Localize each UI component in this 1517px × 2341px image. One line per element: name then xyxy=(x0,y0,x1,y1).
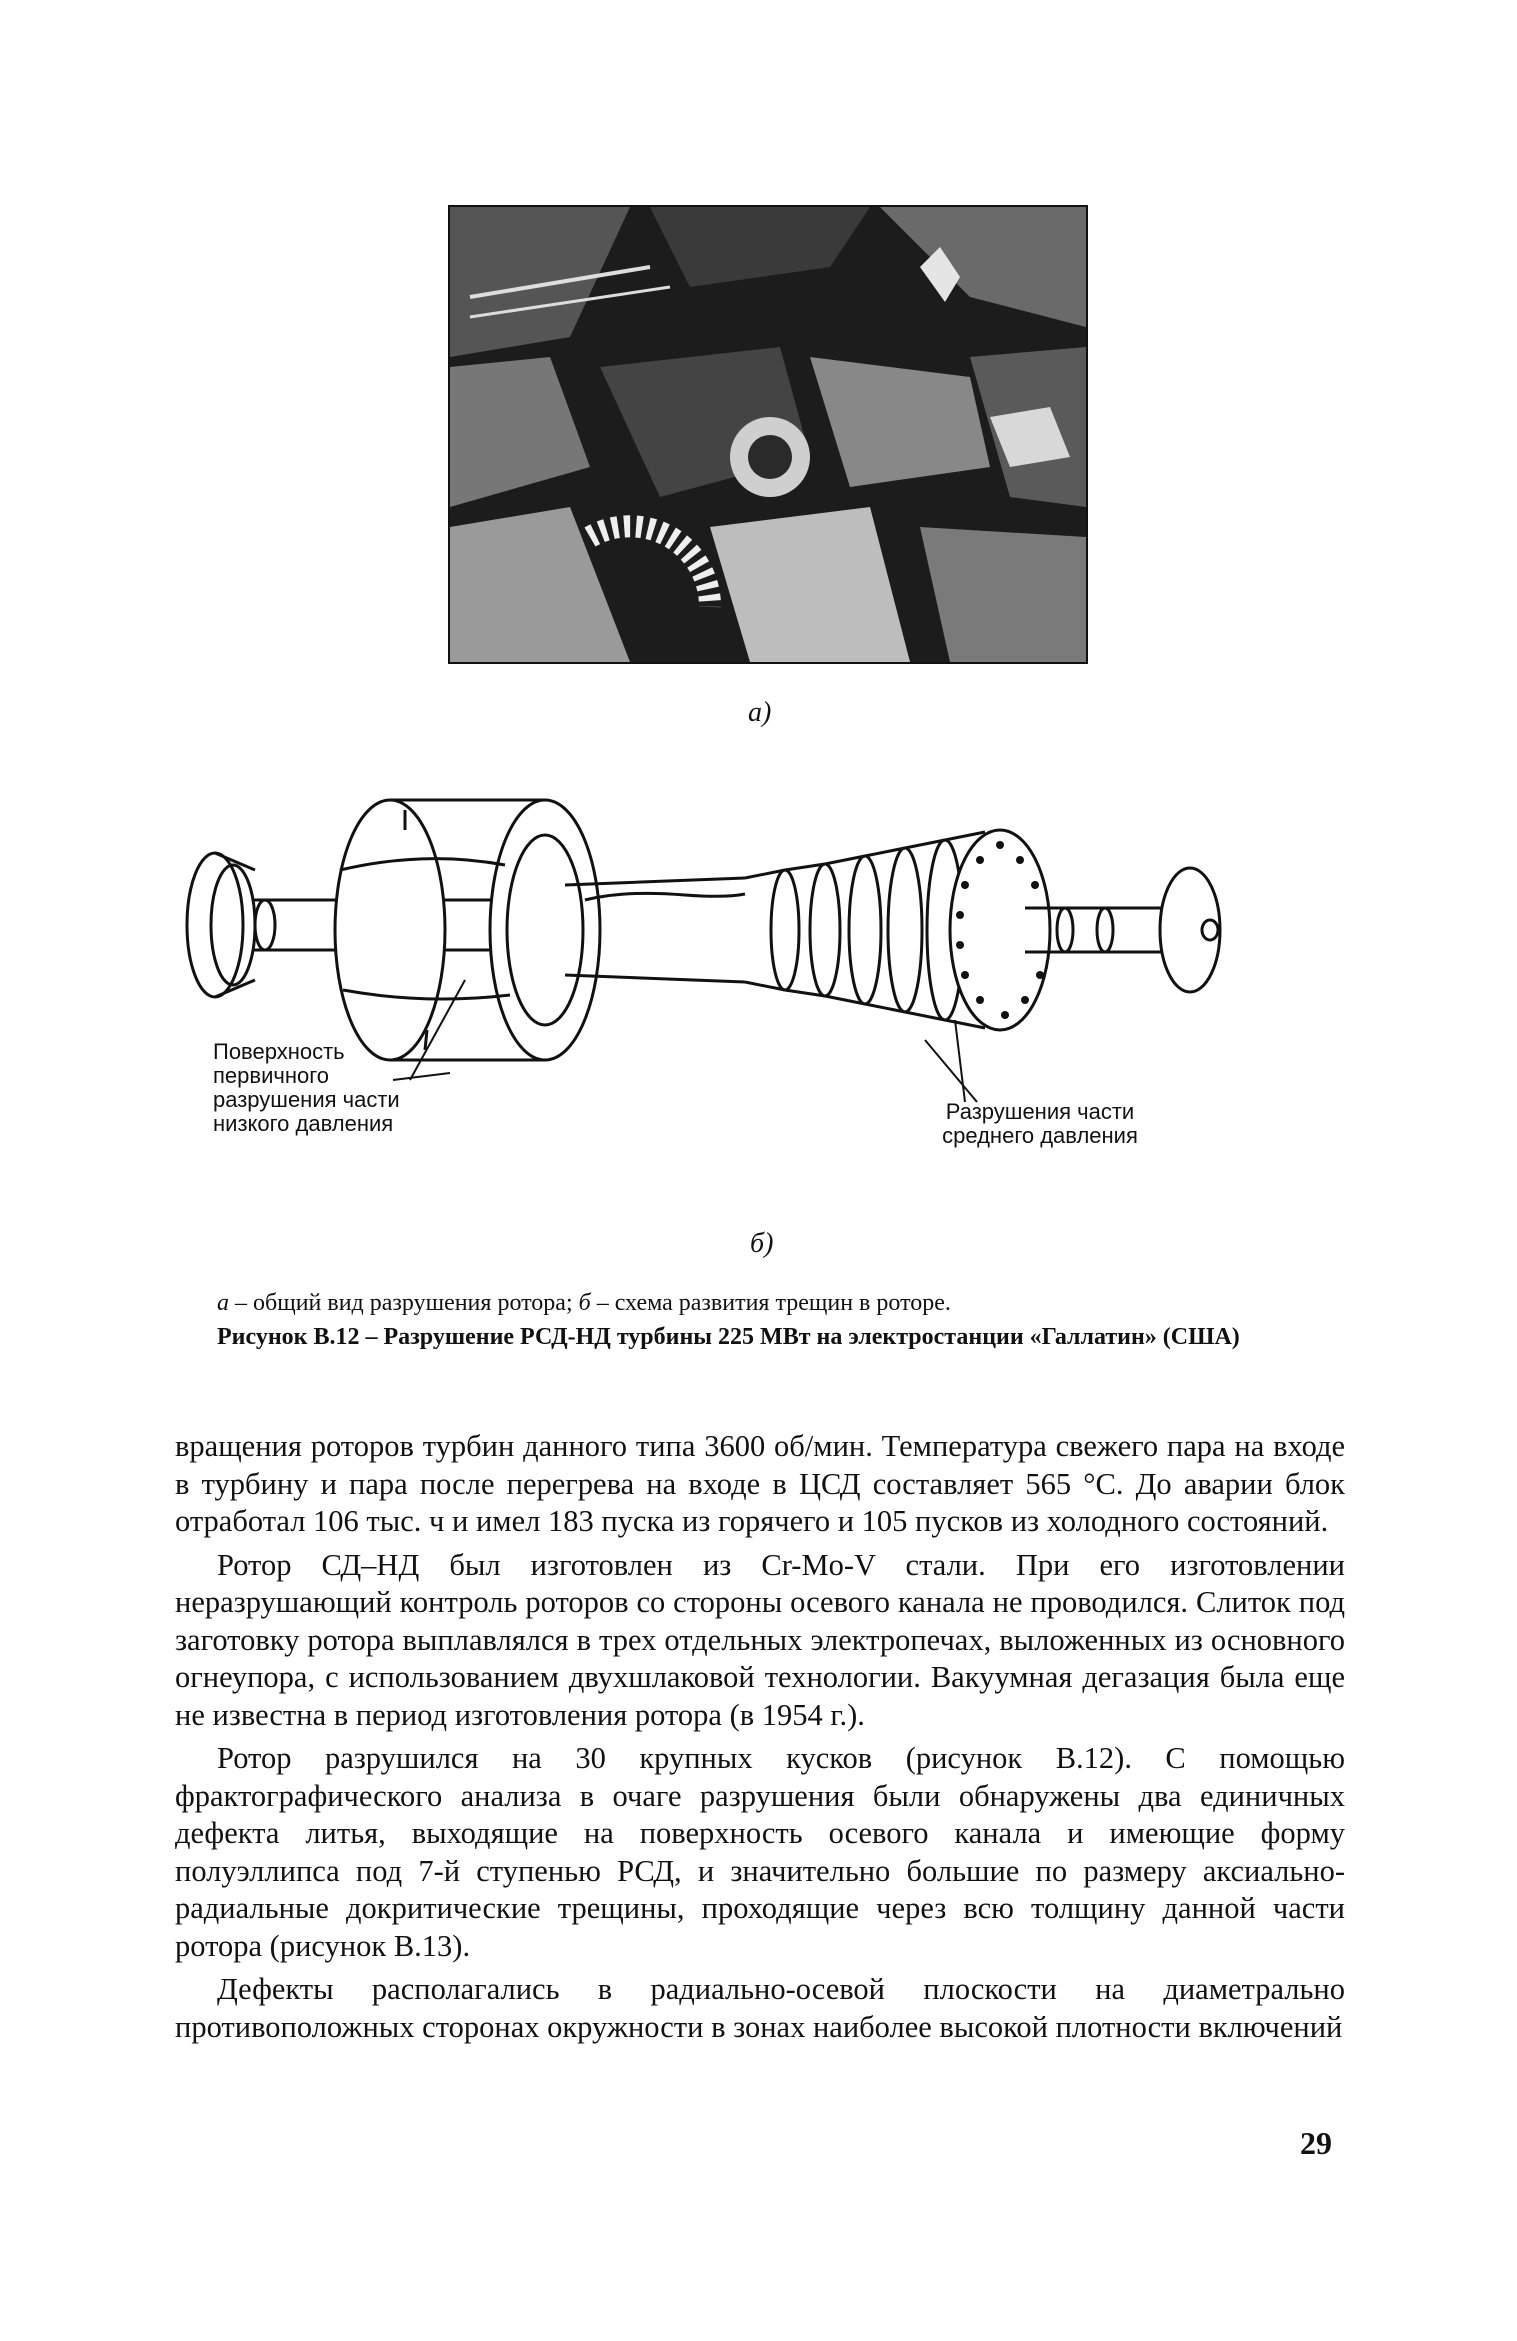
legend-text-a: – общий вид разрушения ротора; xyxy=(229,1290,579,1316)
legend-text-b: – схема развития трещин в роторе. xyxy=(590,1290,951,1316)
figure-caption-text: Рисунок В.12 – Разрушение РСД-НД турбины 225 МВт на электростанции «Галлатин» (США) xyxy=(217,1324,1240,1350)
callout-lp-primary-fracture: Поверхность первичного разрушения части низкого давления xyxy=(213,1039,400,1136)
legend-key-b: б xyxy=(578,1290,591,1316)
paragraph-3: Ротор разрушился на 30 крупных кусков (рисунок В.12). С помощью фрактографического анализа в очаге разрушения были обнаружены два единичных дефекта литья, выходящие на поверхность осевого канала и имеющие форму полуэллипса под 7-й ступенью РСД, и значительно большие по размеру аксиально-радиальные докритические трещины, проходящие через всю толщину данной части ротора (рисунок В.13). xyxy=(175,1741,1345,1963)
subfigure-label-b: б) xyxy=(750,1228,774,1259)
paragraph-2: Ротор СД–НД был изготовлен из Cr-Mo-V стали. При его изготовлении неразрушающий контроль роторов со стороны осевого канала не проводился. Слиток под заготовку ротора выплавлялся в трех отдельных электропечах, выложенных из основного огнеупора, с использованием двухшлаковой технологии. Вакуумная дегазация была еще не известна в период изготовления ротора (в 1954 г.). xyxy=(175,1547,1345,1732)
body-text xyxy=(175,1428,1345,2052)
paragraph-1: вращения роторов турбин данного типа 3600 об/мин. Температура свежего пара на входе в турбину и пара после перегрева на входе в ЦСД составляет 565 °С. До аварии блок отработал 106 тыс. ч и имел 183 пуска из горячего и 105 пусков из холодного состояний. xyxy=(175,1429,1345,1538)
figure-legend xyxy=(217,1290,1337,1317)
subfigure-label-a: а) xyxy=(748,697,772,728)
callout-mp-fracture: Разрушения части среднего давления xyxy=(942,1099,1138,1148)
paragraph-4: Дефекты располагались в радиально-осевой плоскости на диаметрально противоположных сторонах окружности в зонах наиболее высокой плотности включений xyxy=(175,1972,1345,2044)
figure-caption xyxy=(175,1322,1345,1352)
legend-key-a: а xyxy=(217,1290,229,1316)
rotor-wreckage-photo xyxy=(448,205,1088,664)
page-number: 29 xyxy=(1300,2125,1332,2161)
